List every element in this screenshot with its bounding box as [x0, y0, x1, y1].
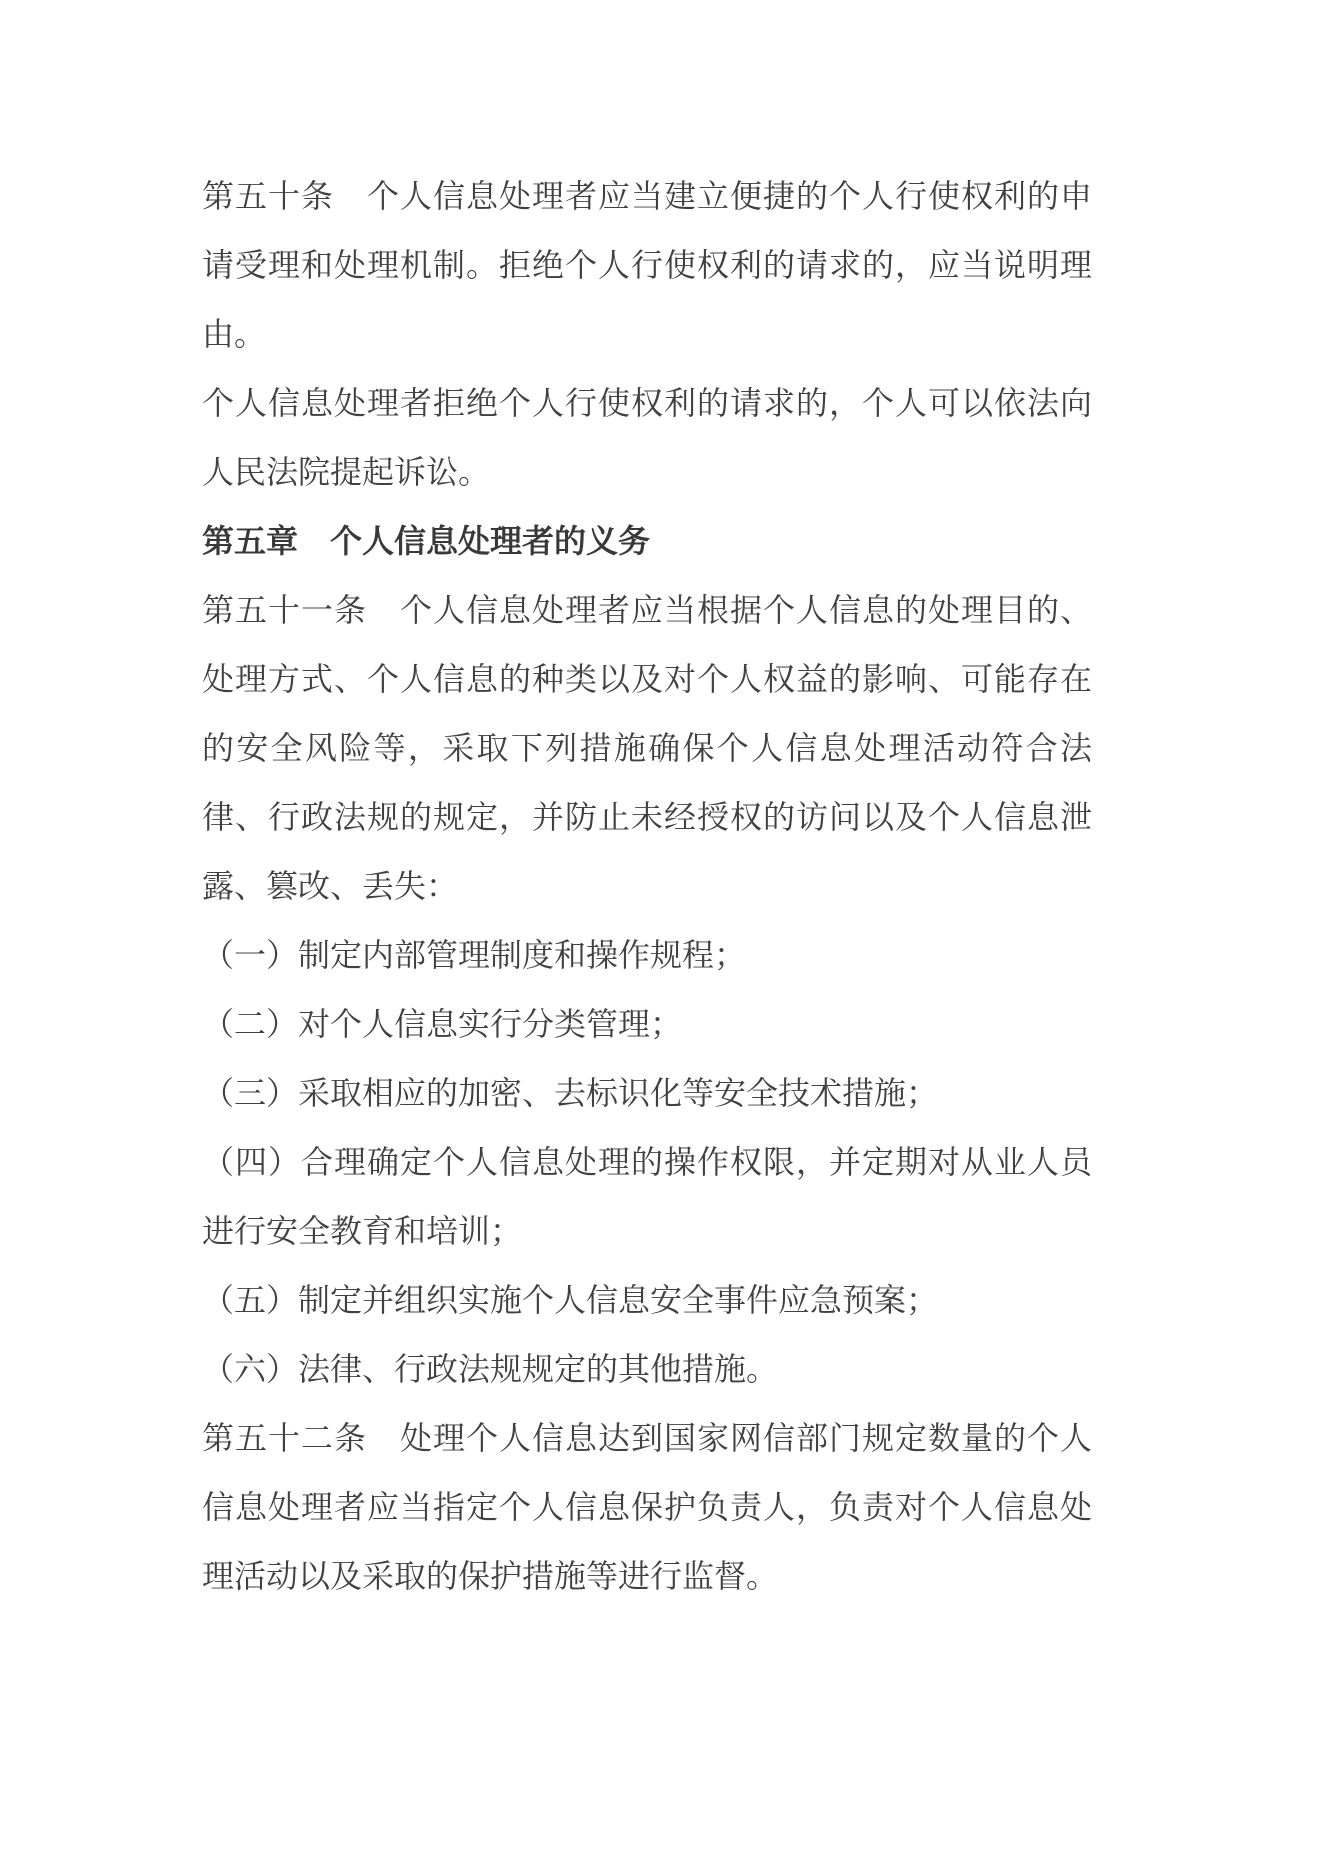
list-item-line: （三）采取相应的加密、去标识化等安全技术措施；	[202, 1075, 939, 1111]
text-line: 的安全风险等，采取下列措施确保个人信息处理活动符合法	[202, 730, 1092, 766]
text-line: 露、篡改、丢失：	[202, 868, 459, 904]
text-line: 请受理和处理机制。拒绝个人行使权利的请求的，应当说明理	[202, 247, 1092, 283]
text-line: 由。	[202, 316, 267, 352]
text-line: 信息处理者应当指定个人信息保护负责人，负责对个人信息处	[202, 1489, 1092, 1525]
chapter-heading: 第五章 个人信息处理者的义务	[202, 523, 651, 559]
text-line: 第五十条 个人信息处理者应当建立便捷的个人行使权利的申	[202, 178, 1092, 214]
text-line: 第五十一条 个人信息处理者应当根据个人信息的处理目的、	[202, 592, 1092, 628]
list-item-line: （五）制定并组织实施个人信息安全事件应急预案；	[202, 1282, 939, 1318]
list-item-line: （二）对个人信息实行分类管理；	[202, 1006, 683, 1042]
text-line: 律、行政法规的规定，并防止未经授权的访问以及个人信息泄	[202, 799, 1092, 835]
document-body	[202, 162, 1092, 1611]
list-item-line: （一）制定内部管理制度和操作规程；	[202, 937, 747, 973]
text-line: 第五十二条 处理个人信息达到国家网信部门规定数量的个人	[202, 1420, 1092, 1456]
text-line: 处理方式、个人信息的种类以及对个人权益的影响、可能存在	[202, 661, 1092, 697]
list-item-line: 进行安全教育和培训；	[202, 1213, 523, 1249]
list-item-line: （四）合理确定个人信息处理的操作权限，并定期对从业人员	[202, 1144, 1092, 1180]
text-line: 人民法院提起诉讼。	[202, 454, 491, 490]
list-item-line: （六）法律、行政法规规定的其他措施。	[202, 1351, 779, 1387]
text-line: 理活动以及采取的保护措施等进行监督。	[202, 1558, 779, 1594]
text-line: 个人信息处理者拒绝个人行使权利的请求的，个人可以依法向	[202, 385, 1092, 421]
